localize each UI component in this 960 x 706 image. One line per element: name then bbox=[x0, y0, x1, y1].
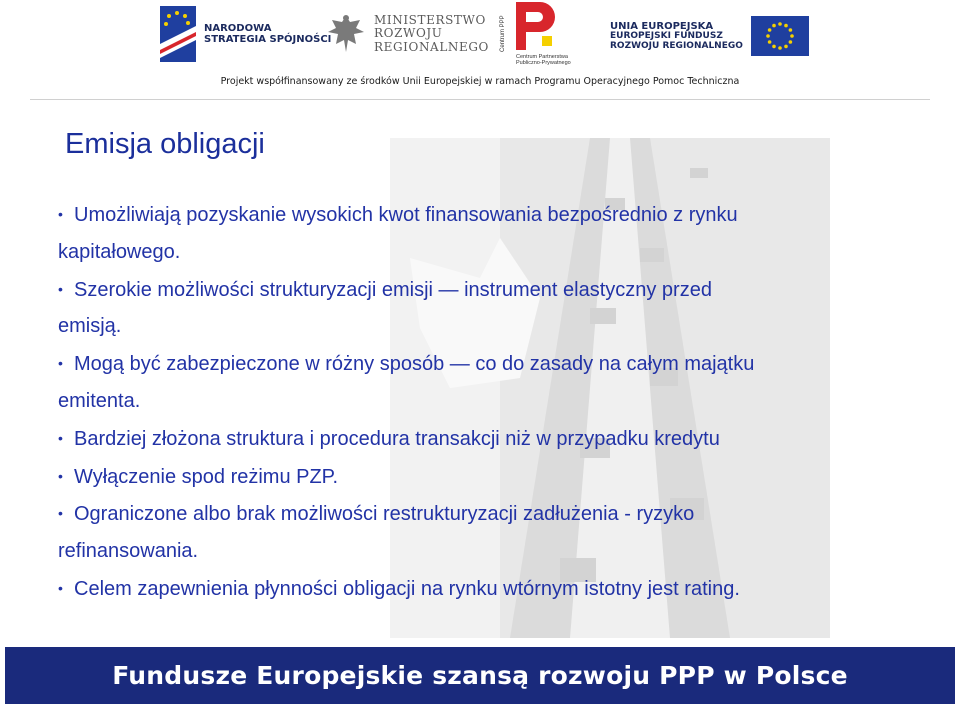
bullet-item bbox=[58, 458, 908, 496]
nss-line2: STRATEGIA SPÓJNOŚCI bbox=[204, 34, 332, 45]
ppp-caption2: Publiczno-Prywatnego bbox=[516, 60, 571, 67]
bullet-text: Szerokie możliwości strukturyzacji emisji — instrument elastyczny przed bbox=[74, 278, 712, 301]
bullet-dot-icon: • bbox=[58, 579, 63, 596]
bullet-item bbox=[58, 420, 908, 458]
ppp-letter-icon bbox=[516, 2, 556, 50]
bullet-list bbox=[58, 196, 908, 608]
eagle-icon bbox=[326, 12, 366, 56]
bullet-text: Umożliwiają pozyskanie wysokich kwot finansowania bezpośrednio z rynku bbox=[74, 204, 738, 226]
cofinance-note: Projekt współfinansowany ze środków Unii Europejskiej w ramach Programu Operacyjnego Pomoc Techniczna bbox=[220, 76, 740, 87]
slide-title: Emisja obligacji bbox=[65, 128, 265, 160]
bullet-item bbox=[58, 271, 908, 346]
bullet-item bbox=[58, 495, 908, 570]
bullet-text-continued: emisją. bbox=[58, 315, 122, 338]
ppp-caption1: Centrum Partnerstwa bbox=[516, 54, 568, 60]
eu-line3: ROZWOJU REGIONALNEGO bbox=[610, 40, 743, 51]
bullet-item bbox=[58, 345, 908, 420]
bullet-dot-icon: • bbox=[58, 280, 63, 297]
bullet-text: Wyłączenie spod reżimu PZP. bbox=[74, 465, 339, 488]
logo-eu bbox=[610, 16, 809, 56]
bullet-dot-icon: • bbox=[58, 429, 63, 446]
bullet-dot-icon: • bbox=[58, 467, 63, 484]
bullet-text: Mogą być zabezpieczone w różny sposób — co do zasady na całym majątku bbox=[74, 353, 755, 376]
eu-line1: UNIA EUROPEJSKA bbox=[610, 20, 714, 32]
bullet-text-continued: refinansowania. bbox=[58, 540, 199, 563]
eu-flag-icon bbox=[751, 16, 809, 56]
logo-nss bbox=[160, 6, 331, 62]
bullet-dot-icon: • bbox=[58, 505, 63, 522]
nss-line1: NARODOWA bbox=[204, 23, 272, 34]
bullet-text: Celem zapewnienia płynności obligacji na rynku wtórnym istotny jest rating. bbox=[74, 577, 740, 600]
header bbox=[0, 0, 960, 100]
ppp-side-label: Centrum PPP bbox=[500, 15, 506, 52]
bullet-item bbox=[58, 570, 908, 608]
logo-ministry bbox=[326, 12, 489, 56]
bullet-text: Ograniczone albo brak możliwości restrukturyzacji zadłużenia - ryzyko bbox=[74, 503, 695, 526]
bullet-dot-icon: • bbox=[58, 206, 63, 222]
bullet-text-continued: kapitałowego. bbox=[58, 240, 181, 263]
bullet-dot-icon: • bbox=[58, 355, 63, 372]
footer-banner bbox=[5, 647, 955, 704]
bullet-text-continued: emitenta. bbox=[58, 389, 141, 412]
nss-emblem-icon bbox=[160, 6, 196, 62]
eu-line2: EUROPEJSKI FUNDUSZ bbox=[610, 30, 723, 41]
logo-ppp bbox=[502, 2, 572, 68]
footer-slogan: Fundusze Europejskie szansą rozwoju PPP w Polsce bbox=[112, 661, 848, 690]
ministry-line2: ROZWOJU bbox=[374, 26, 443, 41]
header-divider bbox=[30, 99, 930, 100]
ministry-line3: REGIONALNEGO bbox=[374, 39, 489, 54]
bullet-text: Bardziej złożona struktura i procedura transakcji niż w przypadku kredytu bbox=[74, 427, 720, 450]
ministry-line1: MINISTERSTWO bbox=[374, 13, 486, 28]
bullet-item bbox=[58, 196, 908, 271]
